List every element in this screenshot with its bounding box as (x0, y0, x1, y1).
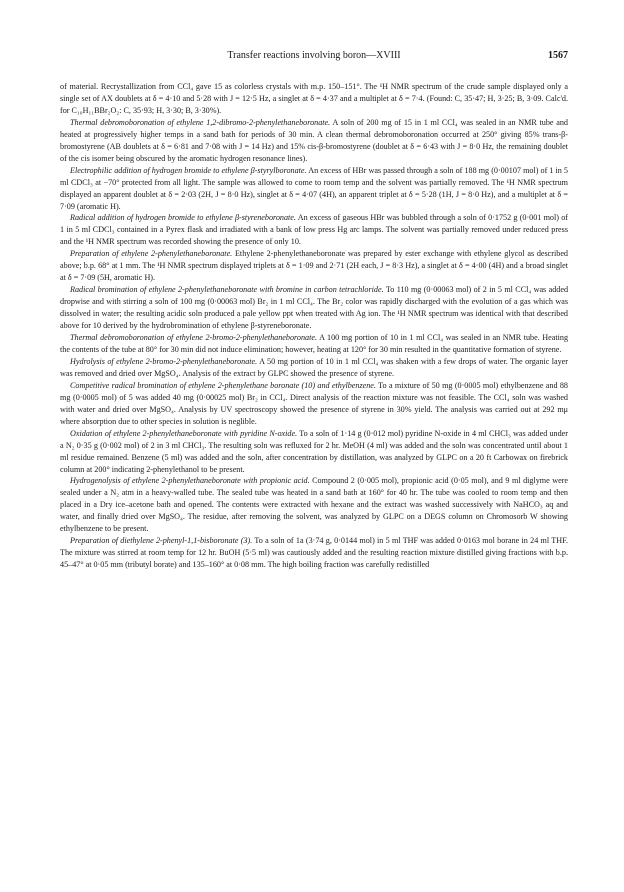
paragraph-heading: Oxidation of ethylene 2-phenylethaneboronate with pyridine N-oxide. (70, 428, 298, 438)
paragraph-text: To 110 mg (0·00063 mol) of 2 in 5 ml CCl₄ was added dropwise and with stirring a soln of 100 mg (0·00063 mol) Br₂ in 1 ml CCl₄. The Br₂ color was rapidly discharged with the evolution of a gas which was dissolved in water; the resulting acidic soln produced a pale yellow ppt when treated with Ag ion. The ¹H NMR spectrum was identical with that described above for 10 derived by the hydrobromination of ethylene β-styreneboronate. (60, 285, 569, 331)
page-number: 1567 (548, 50, 568, 61)
paragraph-6 (60, 332, 568, 356)
paragraph-heading: Competitive radical bromination of ethylene 2-phenylethane boronate (10) and ethylbenzene. (70, 380, 376, 390)
paragraph-11 (60, 535, 568, 571)
body-text (60, 81, 568, 571)
paragraph-3 (60, 212, 568, 248)
paragraph-text: A 100 mg portion of 10 in 1 ml CCl₄ was sealed in an NMR tube. Heating the contents of the tube at 80° for 30 min did not induce elimination; however, heating at 120° for 30 min resulted in the quantitative formation of styrene. (60, 333, 569, 354)
paragraph-heading: Thermal debromoboronation of ethylene 1,2-dibromo-2-phenylethaneboronate. (70, 117, 331, 127)
paragraph-text: An excess of HBr was passed through a soln of 188 mg (0·00107 mol) of 1 in 5 ml CDCl₃ at −70° protected from all light. The sample was allowed to come to room temp and the solvent was partially removed. The ¹H NMR spectrum displayed an apparent doublet at δ = 2·03 (2H, J = 8·0 Hz), singlet at δ = 4·07 (4H), an apparent triplet at δ = 5·28 (1H, J = 8·0 Hz), and a multiplet at δ = 7·09 (aromatic H). (60, 165, 568, 211)
paragraph-0 (60, 81, 568, 117)
paragraph-text: A soln of 200 mg of 15 in 1 ml CCl₄ was sealed in an NMR tube and heated at progressively higher temps in a sand bath for periods of 30 min. A clean thermal debromoboronation occurred at 250° giving 85% trans-β-bromostyrene (AB doublets at δ = 6·81 and 7·08 with J = 14 Hz) and 15% cis-β-bromostyrene (doublet at δ = 6·43 with J = 8·0 Hz, the remaining doublet of the cis isomer being obscured by the aromatic hydrogen resonance lines). (60, 117, 568, 163)
paragraph-text: To a soln of 1·14 g (0·012 mol) pyridine N-oxide in 4 ml CHCl₃ was added under a N₂ 0·35 g (0·002 mol) of 2 in 3 ml CHCl₃. The resulting soln was refluxed for 2 hr. MeOH (4 ml) was added and the soln was concentrated until about 1 ml residue remained. Benzene (5 ml) was added and the soln, after concentration by distillation, was analyzed by GLPC on a 20 ft Carbowax on firebrick column at 200° indicating 2-phenylethanol to be present. (60, 428, 568, 474)
paragraph-5 (60, 284, 568, 332)
paragraph-text: A 50 mg portion of 10 in 1 ml CCl₄ was shaken with a few drops of water. The organic layer was removed and dried over MgSO₄. Analysis of the extract by GLPC showed the presence of styrene. (60, 356, 568, 378)
paragraph-text: Compound 2 (0·005 mol), propionic acid (0·05 mol), and 9 ml diglyme were sealed under a N₂ atm in a heavy-walled tube. The sealed tube was heated in a sand bath at 160° for 40 hr. The tube was cooled to room temp and then placed in a Dry ice–acetone bath and opened. The contents were extracted with hexane and the extract was washed successively with NaHCO₃ aq and water, and finally dried over MgSO₄. The residue, after removing the solvent, was analyzed by GLPC on a DEGS column on Chromosorb W showing ethylbenzene to be present. (60, 476, 568, 534)
paragraph-9 (60, 428, 568, 476)
paragraph-text: To a mixture of 50 mg (0·0005 mol) ethylbenzene and 88 mg (0·0005 mol) of 5 was added 40 mg (0·00025 mol) Br₂ in CCl₄. Direct analysis of the reaction mixture was not feasible. The CCl₄ soln was washed with water and dried over MgSO₄. Analysis by UV spectroscopy showed the presence of styrene in 30% yield. The analysis was carried out at 292 mμ where absorption due to other species in solution is neglible. (60, 380, 568, 426)
paragraph-2 (60, 165, 568, 213)
paragraph-text: of material. Recrystallization from CCl₄ gave 15 as colorless crystals with m.p. 150–151°. The ¹H NMR spectrum of the crude sample displayed only a single set of AX doublets at δ = 4·10 and 5·28 with J = 12·5 Hz, a singlet at δ = 4·37 and a multiplet at δ = 7·4. (Found: C, 35·47; H, 3·25; B, 3·09. Calc'd. for C₁₀H₁₁BBr₂O₂: C, 35·93; H, 3·30; B, 3·30%). (60, 82, 568, 115)
paragraph-heading: Hydrogenolysis of ethylene 2-phenylethaneboronate with propionic acid. (70, 476, 310, 486)
paragraph-text: An excess of gaseous HBr was bubbled through a soln of 0·1752 g (0·001 mol) of 1 in 5 ml CDCl₃ contained in a Pyrex flask and irradiated with a bank of low press Hg arc lamps. The solvent was partially removed under reduced press and the ¹H NMR spectrum was recorded showing the presence of only 10. (60, 213, 568, 247)
paragraph-text: Ethylene 2-phenylethaneboronate was prepared by ester exchange with ethylene glycol as described above; b.p. 68° at 1 mm. The ¹H NMR spectrum displayed triplets at δ = 1·09 and 2·71 (2H each, J = 8·3 Hz), a singlet at δ = 4·00 (4H) and a broad singlet at δ = 7·09 (5H, aromatic H). (60, 249, 568, 283)
paragraph-heading: Radical addition of hydrogen bromide to ethylene β-styreneboronate. (70, 213, 296, 223)
journal-page (60, 50, 568, 571)
running-title: Transfer reactions involving boron—XVIII (227, 50, 401, 61)
paragraph-10 (60, 475, 568, 535)
paragraph-1 (60, 117, 568, 165)
paragraph-7 (60, 356, 568, 380)
paragraph-heading: Electrophilic addition of hydrogen bromide to ethylene β-styrylboronate. (70, 165, 307, 175)
paragraph-heading: Preparation of ethylene 2-phenylethaneboronate. (70, 249, 233, 259)
paragraph-text: To a soln of 1a (3·74 g, 0·0144 mol) in 5 ml THF was added 0·0163 mol borane in 24 ml THF. The mixture was stirred at room temp for 12 hr. BuOH (5·5 ml) was cautiously added and the resulting reaction mixture distilled giving fractions with b.p. 45–47° at 0·05 mm (tributyl borate) and 135–160° at 0·08 mm. The high boiling fraction was carefully redistilled (60, 536, 569, 570)
running-header (60, 50, 568, 62)
paragraph-4 (60, 248, 568, 284)
paragraph-8 (60, 380, 568, 428)
paragraph-heading: Thermal debromoboronation of ethylene 2-bromo-2-phenylethaneboronate. (70, 333, 317, 343)
paragraph-heading: Hydrolysis of ethylene 2-bromo-2-phenylethaneboronate. (70, 356, 258, 366)
paragraph-heading: Preparation of diethylene 2-phenyl-1,1-bisboronate (3). (70, 536, 253, 546)
paragraph-heading: Radical bromination of ethylene 2-phenylethaneboronate with bromine in carbon tetrachloride. (70, 285, 384, 295)
